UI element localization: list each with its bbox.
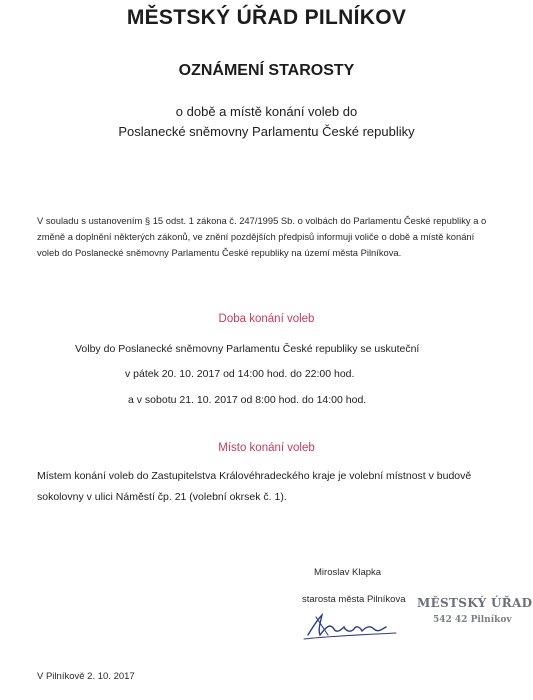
place-section-heading: Místo konání voleb [218,442,315,454]
handwritten-signature [300,605,410,645]
subject-line-2: Poslanecké sněmovny Parlamentu České republiky [118,124,415,139]
signatory-name: Miroslav Klapka [314,567,382,578]
time-section-line-2: v pátek 20. 10. 2017 od 14:00 hod. do 22:00 hod. [125,368,355,380]
signatory-role: starosta města Pilníkova [302,594,406,605]
time-section-line-3: a v sobotu 21. 10. 2017 od 8:00 hod. do 14:00 hod. [128,394,367,406]
notice-title: OZNÁMENÍ STAROSTY [178,62,355,79]
place-paragraph: Místem konání voleb do Zastupitelstva Královéhradeckého kraje je volební místnost v budově sokolovny v ulici Náměstí čp. 21 (volební okrsek č. 1). [37,470,472,503]
stamp-line-1: MĚSTSKÝ ÚŘAD [417,596,533,610]
place-and-date: V Pilníkově 2. 10. 2017 [37,671,135,682]
time-section-line-1: Volby do Poslanecké sněmovny Parlamentu České republiky se uskuteční [75,343,420,355]
office-title: MĚSTSKÝ ÚŘAD PILNÍKOV [126,6,407,29]
subject-line-1: o době a místě konání voleb do [175,104,358,119]
time-section-heading: Doba konání voleb [218,313,315,325]
stamp-line-2: 542 42 Pilníkov [433,615,512,625]
intro-paragraph: V souladu s ustanovením § 15 odst. 1 zákona č. 247/1995 Sb. o volbách do Parlamentu České republiky a o změně a doplnění některých zákonů, ve znění pozdějších předpisů informuji voliče o době a místě konání voleb do Poslanecké sněmovny Parlamentu České republiky na území města Pilníkova. [37,215,487,258]
